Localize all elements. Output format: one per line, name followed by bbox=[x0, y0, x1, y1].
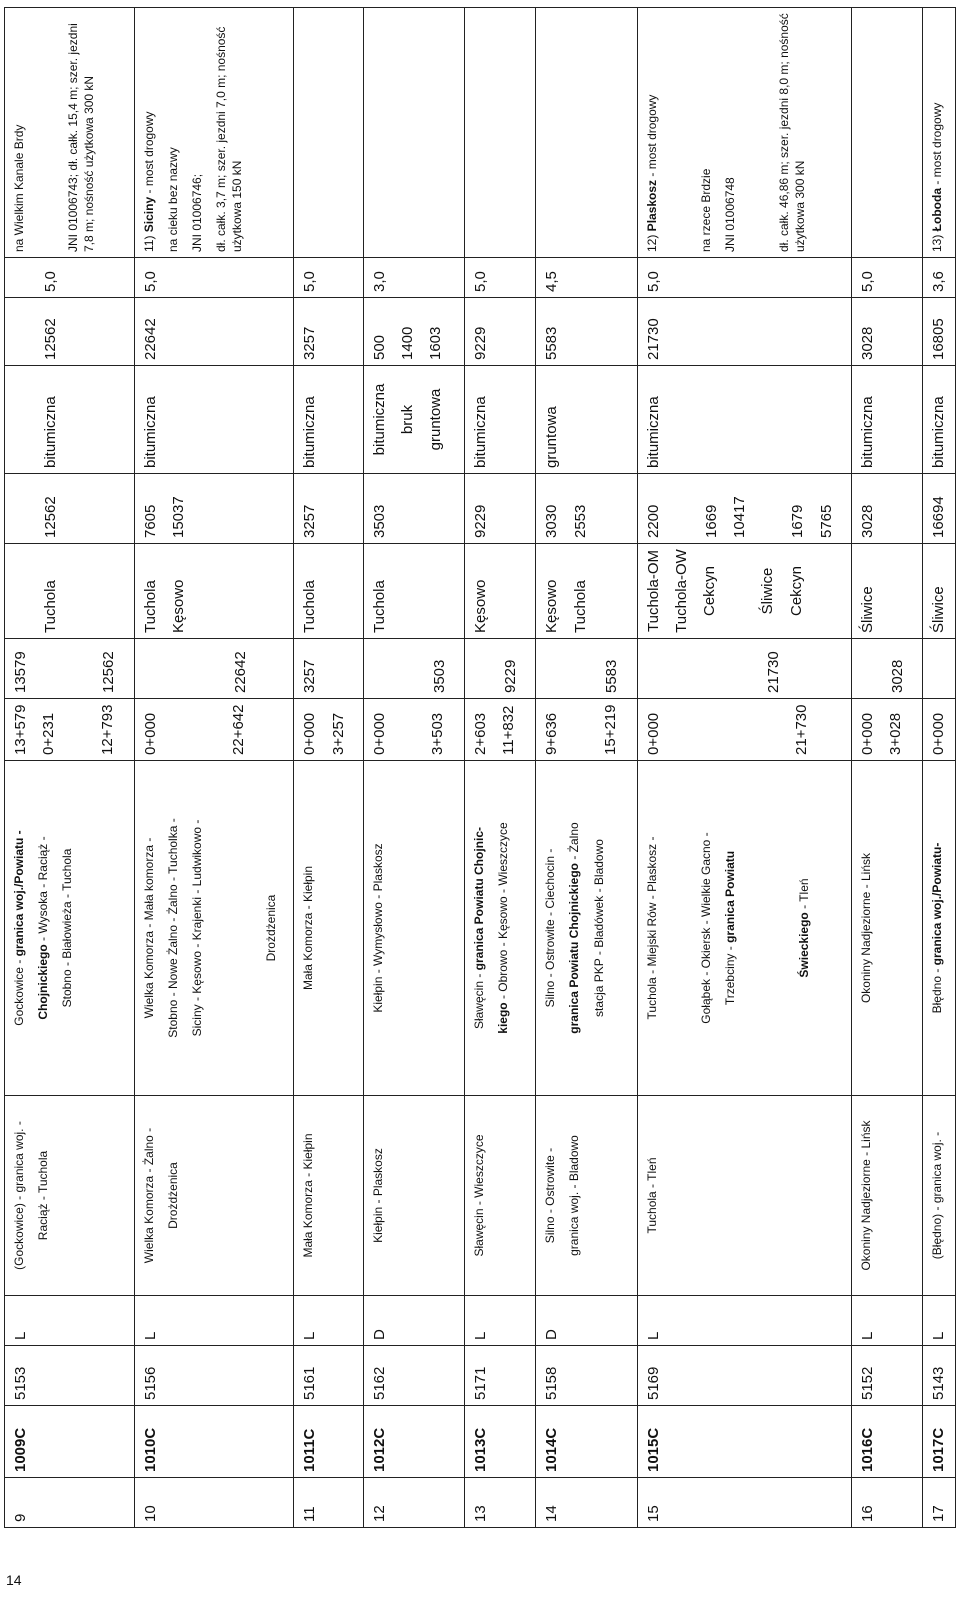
gmina-cell: Tuchola bbox=[5, 544, 135, 639]
road-number: 1015C bbox=[637, 1406, 851, 1478]
route-description-cell: Mała Komorza - Kiełpin bbox=[294, 761, 364, 1096]
row-number: 12 bbox=[363, 1478, 464, 1528]
table-row bbox=[923, 8, 956, 1528]
route-cell: Mała Komorza - Kiełpin bbox=[294, 1096, 364, 1296]
row-number: 13 bbox=[465, 1478, 536, 1528]
gmina-length-cell: 9229 bbox=[465, 474, 536, 544]
road-class: D bbox=[536, 1296, 637, 1346]
surface-length-cell: 16805 bbox=[923, 298, 956, 366]
surface-length-cell: 500 1400 1603 bbox=[363, 298, 464, 366]
old-road-number: 5153 bbox=[5, 1346, 135, 1406]
gmina-cell: Tuchola bbox=[363, 544, 464, 639]
route-cell: Silno - Ostrowite - granica woj. - Bladowo bbox=[536, 1096, 637, 1296]
bridge-cell bbox=[363, 8, 464, 258]
bridge-cell: na Wielkim Kanale Brdy JNI 01006743; dł. całk. 15,4 m; szer. jezdni 7,8 m; nośność użytkowa 300 kN bbox=[5, 8, 135, 258]
gmina-length-cell: 16694 bbox=[923, 474, 956, 544]
surface-length-cell: 22642 bbox=[134, 298, 294, 366]
table-row bbox=[134, 8, 294, 1528]
road-number: 1009C bbox=[5, 1406, 135, 1478]
bridge-cell bbox=[851, 8, 922, 258]
road-class: L bbox=[294, 1296, 364, 1346]
page-number: 14 bbox=[6, 1572, 22, 1588]
row-number: 10 bbox=[134, 1478, 294, 1528]
route-description-cell: Błędno - granica woj./Powiatu- bbox=[923, 761, 956, 1096]
width-cell: 3,6 bbox=[923, 258, 956, 298]
gmina-cell: Tuchola bbox=[294, 544, 364, 639]
road-class: L bbox=[637, 1296, 851, 1346]
row-number: 16 bbox=[851, 1478, 922, 1528]
route-cell: Wielka Komorza - Żalno - Drożdżenica bbox=[134, 1096, 294, 1296]
old-road-number: 5156 bbox=[134, 1346, 294, 1406]
road-class: L bbox=[923, 1296, 956, 1346]
gmina-cell: Tuchola-OM Tuchola-OW Cekcyn Śliwice Cekcyn bbox=[637, 544, 851, 639]
gmina-length-cell: 2200 1669 10417 1679 5765 bbox=[637, 474, 851, 544]
surface-length-cell: 5583 bbox=[536, 298, 637, 366]
table-row bbox=[536, 8, 637, 1528]
length-cell: 22642 bbox=[134, 639, 294, 699]
km-range-cell: 0+000 21+730 bbox=[637, 699, 851, 761]
width-cell: 5,0 bbox=[294, 258, 364, 298]
gmina-cell: Śliwice bbox=[851, 544, 922, 639]
gmina-cell: Tuchola Kęsowo bbox=[134, 544, 294, 639]
row-number: 11 bbox=[294, 1478, 364, 1528]
gmina-length-cell: 3503 bbox=[363, 474, 464, 544]
route-description-cell: Sławęcin - granica Powiatu Chojnic- kiego - Obrowo - Kęsowo - Wieszczyce bbox=[465, 761, 536, 1096]
length-cell: 21730 bbox=[637, 639, 851, 699]
gmina-length-cell: 3257 bbox=[294, 474, 364, 544]
route-description-cell: Silno - Ostrowite - Ciechocin - granica Powiatu Chojnickiego - Żalno stacja PKP - Bladówek - Bladowo bbox=[536, 761, 637, 1096]
surface-length-cell: 3257 bbox=[294, 298, 364, 366]
surface-cell: bitumiczna bbox=[851, 366, 922, 474]
route-cell: (Błędno) - granica woj. - bbox=[923, 1096, 956, 1296]
road-register-table-rotated bbox=[4, 8, 947, 1528]
width-cell: 5,0 bbox=[134, 258, 294, 298]
route-description-cell: Wielka Komorza - Mała komorza - Stobno - Nowe Żalno - Żalno - Tucholka - Siciny - Kęsowo - Krajenki - Ludwikowo - Drożdżenica bbox=[134, 761, 294, 1096]
old-road-number: 5169 bbox=[637, 1346, 851, 1406]
width-cell: 5,0 bbox=[851, 258, 922, 298]
surface-cell: gruntowa bbox=[536, 366, 637, 474]
table-row bbox=[294, 8, 364, 1528]
surface-cell: bitumiczna bbox=[5, 366, 135, 474]
km-range-cell: 2+603 11+832 bbox=[465, 699, 536, 761]
route-cell: Sławęcin - Wieszczyce bbox=[465, 1096, 536, 1296]
surface-length-cell: 9229 bbox=[465, 298, 536, 366]
surface-cell: bitumiczna bbox=[294, 366, 364, 474]
route-cell: Kiełpin - Plaskosz bbox=[363, 1096, 464, 1296]
length-cell: 3028 bbox=[851, 639, 922, 699]
gmina-length-cell: 12562 bbox=[5, 474, 135, 544]
surface-cell: bitumiczna bbox=[465, 366, 536, 474]
road-number: 1011C bbox=[294, 1406, 364, 1478]
old-road-number: 5143 bbox=[923, 1346, 956, 1406]
km-range-cell: 9+636 15+219 bbox=[536, 699, 637, 761]
road-number: 1012C bbox=[363, 1406, 464, 1478]
bridge-cell bbox=[294, 8, 364, 258]
road-class: L bbox=[465, 1296, 536, 1346]
bridge-cell bbox=[536, 8, 637, 258]
road-number: 1013C bbox=[465, 1406, 536, 1478]
route-cell: Okoniny Nadjeziorne - Lińsk bbox=[851, 1096, 922, 1296]
width-cell: 5,0 bbox=[637, 258, 851, 298]
surface-cell: bitumiczna bruk gruntowa bbox=[363, 366, 464, 474]
length-cell: 3257 bbox=[294, 639, 364, 699]
row-number: 15 bbox=[637, 1478, 851, 1528]
road-number: 1010C bbox=[134, 1406, 294, 1478]
surface-cell: bitumiczna bbox=[923, 366, 956, 474]
km-range-cell: 0+000 3+503 bbox=[363, 699, 464, 761]
length-cell bbox=[923, 639, 956, 699]
width-cell: 3,0 bbox=[363, 258, 464, 298]
km-range-cell: 0+000 3+028 bbox=[851, 699, 922, 761]
table-row bbox=[363, 8, 464, 1528]
row-number: 9 bbox=[5, 1478, 135, 1528]
km-range-cell: 0+000 22+642 bbox=[134, 699, 294, 761]
old-road-number: 5158 bbox=[536, 1346, 637, 1406]
length-cell: 3503 bbox=[363, 639, 464, 699]
row-number: 14 bbox=[536, 1478, 637, 1528]
bridge-cell: 12) Plaskosz - most drogowy na rzece Brdzie JNI 01006748 dł. całk. 46,86 m; szer. jezdni 8,0 m; nośność użytkowa 300 kN bbox=[637, 8, 851, 258]
table-row bbox=[637, 8, 851, 1528]
road-class: D bbox=[363, 1296, 464, 1346]
row-number: 17 bbox=[923, 1478, 956, 1528]
route-description-cell: Tuchola - Miejski Rów - Plaskosz - Gołąbek - Okiersk - Wielkie Gacno - Trzebciny - granica Powiatu Świeckiego - Tleń bbox=[637, 761, 851, 1096]
surface-length-cell: 12562 bbox=[5, 298, 135, 366]
route-cell: (Gockowice) - granica woj. - Raciąż - Tuchola bbox=[5, 1096, 135, 1296]
surface-cell: bitumiczna bbox=[637, 366, 851, 474]
road-number: 1014C bbox=[536, 1406, 637, 1478]
road-class: L bbox=[5, 1296, 135, 1346]
route-description-cell: Gockowice - granica woj./Powiatu - Chojnickiego - Wysoka - Raciąż - Stobno - Białowieża - Tuchola bbox=[5, 761, 135, 1096]
old-road-number: 5162 bbox=[363, 1346, 464, 1406]
km-range-cell: 13+579 0+231 12+793 bbox=[5, 699, 135, 761]
route-description-cell: Kiełpin - Wymysłowo - Plaskosz bbox=[363, 761, 464, 1096]
surface-length-cell: 3028 bbox=[851, 298, 922, 366]
gmina-cell: Kęsowo Tuchola bbox=[536, 544, 637, 639]
km-range-cell: 0+000 bbox=[923, 699, 956, 761]
road-register-table bbox=[4, 7, 956, 1528]
bridge-cell: 13) Łoboda - most drogowy bbox=[923, 8, 956, 258]
road-class: L bbox=[134, 1296, 294, 1346]
road-number: 1017C bbox=[923, 1406, 956, 1478]
bridge-cell: 11) Siciny - most drogowy na cieku bez nazwy JNI 01006746; dł. całk. 3,7 m; szer. jezdni 7,0 m; nośność użytkowa 150 kN bbox=[134, 8, 294, 258]
route-cell: Tuchola - Tleń bbox=[637, 1096, 851, 1296]
gmina-length-cell: 7605 15037 bbox=[134, 474, 294, 544]
table-row bbox=[5, 8, 135, 1528]
road-class: L bbox=[851, 1296, 922, 1346]
gmina-length-cell: 3030 2553 bbox=[536, 474, 637, 544]
length-cell: 5583 bbox=[536, 639, 637, 699]
surface-cell: bitumiczna bbox=[134, 366, 294, 474]
old-road-number: 5161 bbox=[294, 1346, 364, 1406]
road-number: 1016C bbox=[851, 1406, 922, 1478]
km-range-cell: 0+000 3+257 bbox=[294, 699, 364, 761]
width-cell: 4,5 bbox=[536, 258, 637, 298]
gmina-cell: Kęsowo bbox=[465, 544, 536, 639]
surface-length-cell: 21730 bbox=[637, 298, 851, 366]
old-road-number: 5152 bbox=[851, 1346, 922, 1406]
bridge-cell bbox=[465, 8, 536, 258]
table-row bbox=[851, 8, 922, 1528]
route-description-cell: Okoniny Nadjeziorne - Lińsk bbox=[851, 761, 922, 1096]
gmina-cell: Śliwice bbox=[923, 544, 956, 639]
length-cell: 9229 bbox=[465, 639, 536, 699]
width-cell: 5,0 bbox=[5, 258, 135, 298]
length-cell: 13579 12562 bbox=[5, 639, 135, 699]
table-row bbox=[465, 8, 536, 1528]
gmina-length-cell: 3028 bbox=[851, 474, 922, 544]
old-road-number: 5171 bbox=[465, 1346, 536, 1406]
width-cell: 5,0 bbox=[465, 258, 536, 298]
